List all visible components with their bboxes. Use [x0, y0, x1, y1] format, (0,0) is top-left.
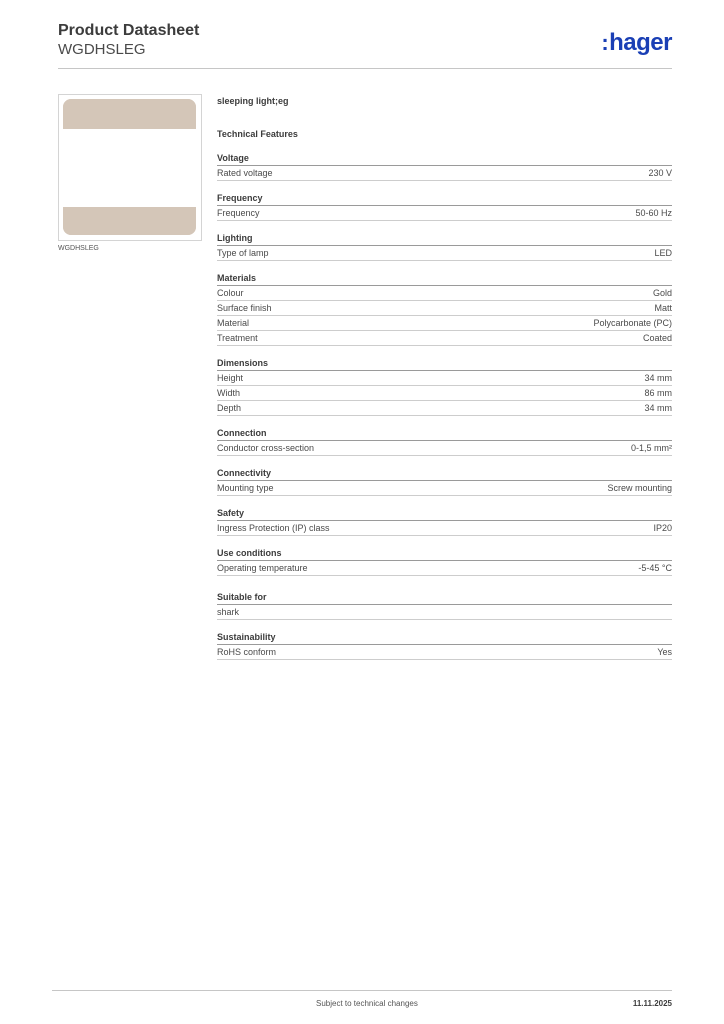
spec-label: Operating temperature — [217, 563, 308, 573]
spec-row — [217, 386, 672, 401]
spec-value: Polycarbonate (PC) — [593, 318, 672, 328]
spec-group-title: Frequency — [217, 191, 672, 206]
spec-group-title: Connection — [217, 426, 672, 441]
spec-label: Ingress Protection (IP) class — [217, 523, 330, 533]
spec-label: Treatment — [217, 333, 258, 343]
spec-group-safety — [217, 506, 672, 536]
spec-value: Matt — [654, 303, 672, 313]
footer-date: 11.11.2025 — [632, 999, 672, 1008]
product-bottom-band — [63, 207, 196, 235]
spec-label: Rated voltage — [217, 168, 273, 178]
specification-section — [217, 94, 672, 670]
spec-group-title: Materials — [217, 271, 672, 286]
product-image-frame — [58, 94, 202, 241]
footer-note: Subject to technical changes — [316, 999, 418, 1008]
spec-label: Conductor cross-section — [217, 443, 315, 453]
spec-group-connection — [217, 426, 672, 456]
document-title: Product Datasheet — [58, 22, 200, 39]
spec-group-title: Voltage — [217, 151, 672, 166]
spec-row — [217, 286, 672, 301]
spec-row — [217, 206, 672, 221]
spec-label: Type of lamp — [217, 248, 269, 258]
spec-group-title: Lighting — [217, 231, 672, 246]
spec-row — [217, 331, 672, 346]
spec-value: 86 mm — [644, 388, 672, 398]
spec-row — [217, 561, 672, 576]
spec-group-connectivity — [217, 466, 672, 496]
spec-value: Coated — [642, 333, 672, 343]
technical-features-title: Technical Features — [217, 129, 298, 139]
spec-label: Surface finish — [217, 303, 272, 313]
spec-row — [217, 521, 672, 536]
spec-row — [217, 481, 672, 496]
spec-row — [217, 401, 672, 416]
spec-group-lighting — [217, 231, 672, 261]
spec-value: 230 V — [648, 168, 672, 178]
product-image — [63, 99, 196, 235]
spec-group-suitable-for — [217, 590, 672, 620]
footer-divider — [52, 990, 672, 991]
spec-value: -5-45 °C — [638, 563, 672, 573]
spec-group-frequency — [217, 191, 672, 221]
spec-row — [217, 246, 672, 261]
spec-group-title: Connectivity — [217, 466, 672, 481]
product-top-band — [63, 99, 196, 129]
spec-group-title: Suitable for — [217, 590, 672, 605]
product-light-face — [63, 129, 196, 207]
spec-group-dimensions — [217, 356, 672, 416]
spec-row — [217, 441, 672, 456]
spec-group-voltage — [217, 151, 672, 181]
spec-group-title: Safety — [217, 506, 672, 521]
product-description: sleeping light;eg — [217, 96, 289, 106]
spec-group-title: Use conditions — [217, 546, 672, 561]
spec-label: shark — [217, 607, 240, 617]
spec-row — [217, 316, 672, 331]
document-subtitle: WGDHSLEG — [58, 41, 146, 58]
spec-label: Mounting type — [217, 483, 274, 493]
spec-label: Colour — [217, 288, 244, 298]
spec-row — [217, 645, 672, 660]
spec-value: Screw mounting — [607, 483, 672, 493]
spec-label: Frequency — [217, 208, 260, 218]
spec-group-title: Dimensions — [217, 356, 672, 371]
spec-label: RoHS conform — [217, 647, 277, 657]
spec-value: 50-60 Hz — [635, 208, 672, 218]
spec-value: 0-1,5 mm² — [630, 443, 672, 453]
hager-logo — [601, 29, 672, 57]
spec-value: Gold — [652, 288, 672, 298]
spec-group-title: Sustainability — [217, 630, 672, 645]
spec-row — [217, 301, 672, 316]
spec-label: Height — [217, 373, 244, 383]
spec-value: IP20 — [653, 523, 672, 533]
spec-row — [217, 166, 672, 181]
product-image-caption: WGDHSLEG — [58, 245, 99, 252]
spec-value: LED — [654, 248, 672, 258]
header-divider — [58, 68, 672, 69]
spec-value: 34 mm — [644, 403, 672, 413]
spec-group-sustainability — [217, 630, 672, 660]
spec-row — [217, 371, 672, 386]
spec-group-use-conditions — [217, 546, 672, 576]
spec-label: Depth — [217, 403, 242, 413]
page-header — [58, 22, 672, 68]
spec-label: Width — [217, 388, 241, 398]
logo-colon-glyph: : — [601, 30, 609, 55]
logo-text: hager — [609, 29, 672, 56]
spec-value: 34 mm — [644, 373, 672, 383]
spec-value: Yes — [657, 647, 672, 657]
spec-row — [217, 605, 672, 620]
spec-label: Material — [217, 318, 250, 328]
spec-group-materials — [217, 271, 672, 346]
